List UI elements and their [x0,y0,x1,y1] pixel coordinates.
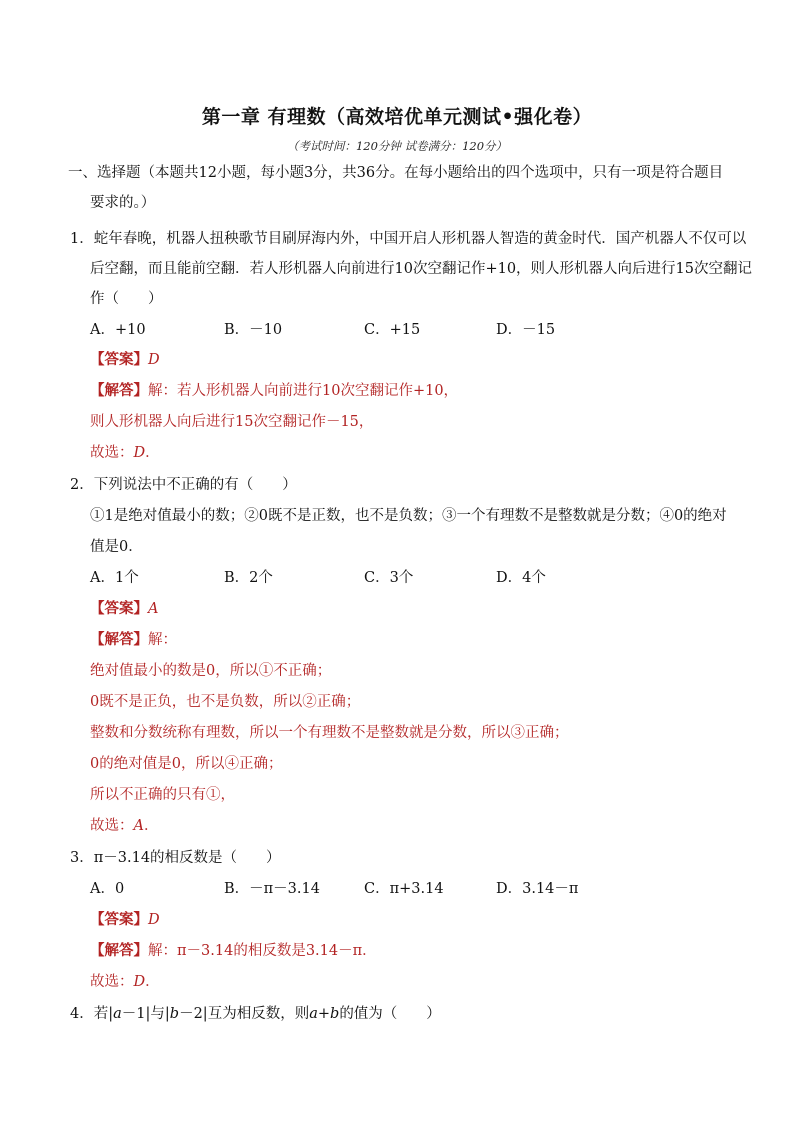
solution-text: 故选： [90,818,134,834]
q3-solution-line2 [90,972,160,992]
q1-solution-line3 [90,443,160,463]
q1-option-c: C．+15 [364,322,421,338]
q4-text: 的值为（ ） [339,1006,441,1022]
q2-solution-line6 [90,816,158,836]
q2-solution-line4: 0的绝对值是0，所以④正确； [90,756,283,772]
q1-option-b: B．－10 [224,322,283,338]
q2-solution-line3: 整数和分数统称有理数，所以一个有理数不是整数就是分数，所以③正确； [90,725,569,741]
q1-option-d: D．－15 [496,322,556,338]
q2-answer [90,599,158,619]
solution-text: ． [145,445,160,461]
q3-option-b: B．－π－3.14 [224,881,320,897]
q1-answer [90,350,160,370]
q2-text-line3: 值是0． [90,539,143,555]
q4-text: 4．若| [70,1006,114,1022]
answer-value: A [148,601,159,617]
q1-text-line3: 作（ ） [90,291,163,307]
q2-text-line1: 2．下列说法中不正确的有（ ） [70,477,297,493]
solution-text: 解：π－3.14的相反数是3.14－π． [148,943,377,959]
solution-text: 解：若人形机器人向前进行10次空翻记作+10， [148,383,459,399]
answer-value: D [148,352,160,368]
q3-option-d: D．3.14－π [496,881,579,897]
q2-option-b: B．2个 [224,570,273,586]
solution-choice: A [133,818,144,834]
q3-solution-line1 [90,941,377,961]
answer-tag: 【答案】 [90,600,148,617]
solution-text: 故选： [90,445,134,461]
section-heading: 一、选择题（本题共12小题，每小题3分，共36分。在每小题给出的四个选项中，只有一项是符合题目 [68,165,724,181]
q2-option-d: D．4个 [496,570,546,586]
q1-text-line1: 1．蛇年春晚，机器人扭秧歌节目刷屏海内外，中国开启人形机器人智造的黄金时代．国产机器人不仅可以 [70,231,747,247]
q4-text: + [317,1006,331,1022]
q1-solution-line2: 则人形机器人向后进行15次空翻记作－15， [90,414,374,430]
q4-text: －1|与| [121,1006,170,1022]
q2-solution-head [90,630,177,650]
q1-option-a: A．+10 [90,322,146,338]
q2-solution-line1: 绝对值最小的数是0，所以①不正确； [90,663,332,679]
q2-text-line2: ①1是绝对值最小的数；②0既不是正数，也不是负数；③一个有理数不是整数就是分数；④0的绝对 [90,508,727,524]
answer-tag: 【答案】 [90,351,148,368]
solution-choice: D [133,445,146,461]
solution-text: ． [145,974,160,990]
q1-solution-line1 [90,381,458,401]
solution-tag: 【解答】 [90,942,148,959]
variable-b: b [330,1006,340,1022]
q3-option-c: C．π+3.14 [364,881,444,897]
exam-info: （考试时间：120分钟 试卷满分：120分） [286,139,508,153]
section-heading-cont: 要求的。） [90,195,156,211]
q2-solution-line5: 所以不正确的只有①， [90,787,235,803]
solution-text: 故选： [90,974,134,990]
variable-b: b [169,1006,180,1022]
solution-tag: 【解答】 [90,382,148,399]
q3-answer [90,910,160,930]
variable-a: a [309,1006,318,1022]
q2-option-a: A．1个 [90,570,139,586]
q2-option-c: C．3个 [364,570,414,586]
solution-text: 解： [148,632,177,648]
page-title: 第一章 有理数（高效培优单元测试•强化卷） [201,106,593,128]
q4-text: －2|互为相反数，则 [179,1006,310,1022]
variable-a: a [113,1006,122,1022]
q3-text-line1: 3．π－3.14的相反数是（ ） [70,850,281,866]
solution-tag: 【解答】 [90,631,148,648]
solution-text: ． [143,818,159,834]
answer-tag: 【答案】 [90,911,148,928]
q3-option-a: A．0 [90,881,125,897]
q4-text-line1 [70,1004,441,1024]
answer-value: D [148,912,160,928]
q1-text-line2: 后空翻，而且能前空翻．若人形机器人向前进行10次空翻记作+10，则人形机器人向后进行15次空翻记 [90,261,752,277]
solution-choice: D [133,974,146,990]
q2-solution-line2: 0既不是正负，也不是负数，所以②正确； [90,694,361,710]
